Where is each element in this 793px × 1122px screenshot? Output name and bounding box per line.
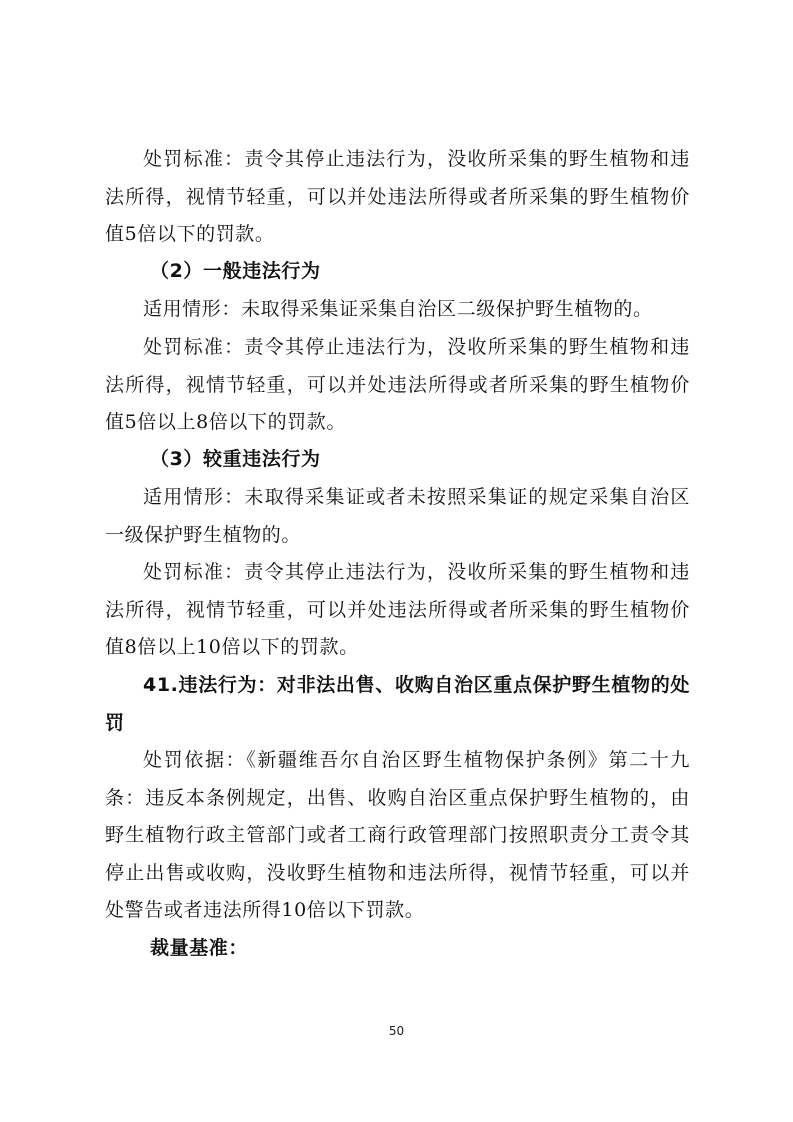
paragraph-penalty-standard-minor: 处罚标准：责令其停止违法行为，没收所采集的野生植物和违法所得，视情节轻重，可以并处违法所得或者所采集的野生植物价值5倍以下的罚款。 bbox=[105, 148, 690, 245]
heading-serious-violation: （3）较重违法行为 bbox=[150, 448, 321, 470]
heading-general-violation: （2）一般违法行为 bbox=[150, 260, 321, 282]
page-number: 50 bbox=[388, 1024, 405, 1038]
paragraph-article-41-basis: 处罚依据：《新疆维吾尔自治区野生植物保护条例》第二十九条：违反本条例规定，出售、收购自治区重点保护野生植物的，由野生植物行政主管部门或者工商行政管理部门按照职责分工责令其停止出售或收购，没收野生植物和违法所得，视情节轻重，可以并处警告或者违法所得10倍以下罚款。 bbox=[105, 749, 690, 921]
paragraph-general-penalty: 处罚标准：责令其停止违法行为，没收所采集的野生植物和违法所得，视情节轻重，可以并处违法所得或者所采集的野生植物价值5倍以上8倍以下的罚款。 bbox=[105, 336, 690, 433]
paragraph-serious-penalty: 处罚标准：责令其停止违法行为，没收所采集的野生植物和违法所得，视情节轻重，可以并处违法所得或者所采集的野生植物价值8倍以上10倍以下的罚款。 bbox=[105, 561, 690, 658]
paragraph-general-applicable: 适用情形：未取得采集证采集自治区二级保护野生植物的。 bbox=[143, 298, 653, 320]
heading-discretion-standard: 裁量基准： bbox=[150, 937, 249, 959]
paragraph-serious-applicable: 适用情形：未取得采集证或者未按照采集证的规定采集自治区一级保护野生植物的。 bbox=[105, 486, 690, 546]
article-41-heading: 41.违法行为：对非法出售、收购自治区重点保护野生植物的处罚 bbox=[105, 674, 690, 734]
